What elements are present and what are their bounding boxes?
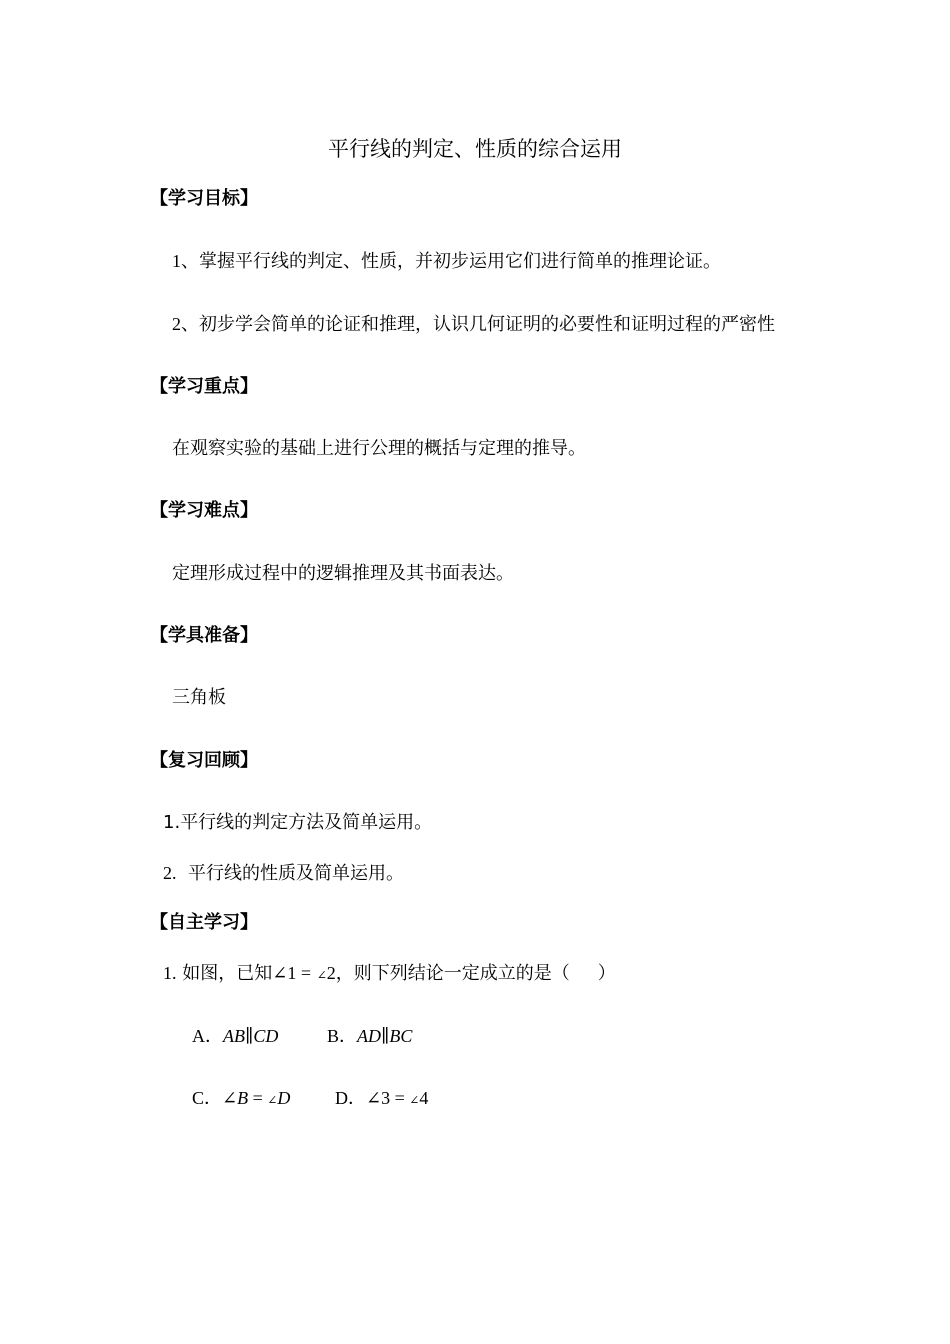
question-intro: 如图，已知 — [182, 963, 273, 984]
option-a — [192, 1027, 278, 1045]
option-d-eq: = — [390, 1088, 410, 1108]
question-1 — [163, 964, 616, 983]
key-points-text: 在观察实验的基础上进行公理的概括与定理的推导。 — [172, 438, 586, 459]
review-text-1: 平行线的判定方法及简单运用。 — [180, 812, 433, 833]
option-d-angle-1: ∠ — [366, 1088, 382, 1108]
question-expr-angle1: ∠1 = — [272, 963, 311, 983]
option-b-label: B． — [327, 1026, 358, 1046]
option-a-left: AB — [223, 1026, 245, 1046]
difficulties-text: 定理形成过程中的逻辑推理及其书面表达。 — [172, 563, 514, 584]
objective-item-2 — [172, 315, 775, 334]
objective-item-1 — [172, 252, 721, 271]
option-b — [327, 1027, 412, 1045]
option-a-label: A． — [192, 1026, 223, 1046]
option-d-label: D． — [335, 1088, 366, 1108]
review-item-2 — [163, 864, 404, 883]
objective-num-2: 2 — [172, 314, 181, 334]
objective-num-1: 1 — [172, 251, 181, 271]
objective-text-2: 、初步学会简单的论证和推理，认识几何证明的必要性和证明过程的严密性 — [181, 314, 775, 335]
review-num-2: 2. — [163, 863, 177, 883]
review-item-1 — [163, 814, 432, 832]
objective-text-1: 、掌握平行线的判定、性质，并初步运用它们进行简单的推理论证。 — [181, 251, 721, 272]
heading-tools: 【学具准备】 — [150, 625, 258, 646]
option-c-eq: = — [248, 1088, 268, 1108]
option-c-angle-2: ∠ — [267, 1093, 278, 1107]
option-b-left: AD — [357, 1026, 382, 1046]
question-expr-angle2: 2 — [326, 963, 336, 983]
option-c — [192, 1089, 290, 1107]
question-rest: ，则下列结论一定成立的是（ — [335, 963, 570, 984]
option-d-num-2: 4 — [419, 1088, 429, 1108]
heading-review: 【复习回顾】 — [150, 750, 258, 771]
heading-key-points: 【学习重点】 — [150, 376, 258, 397]
option-d-angle-2: ∠ — [409, 1093, 420, 1107]
option-d-num-1: 3 — [381, 1088, 391, 1108]
option-a-parallel: ∥ — [245, 1026, 254, 1046]
heading-self-study: 【自主学习】 — [150, 912, 258, 933]
option-c-angle-1: ∠ — [222, 1088, 238, 1108]
option-b-parallel: ∥ — [381, 1026, 390, 1046]
question-num: 1. — [163, 963, 177, 983]
tools-text: 三角板 — [172, 687, 226, 708]
review-num-1: 1. — [163, 812, 181, 833]
heading-objectives: 【学习目标】 — [150, 188, 258, 209]
option-c-label: C． — [192, 1088, 223, 1108]
question-angle-symbol: ∠ — [316, 968, 327, 982]
review-text-2: 平行线的性质及简单运用。 — [187, 863, 404, 884]
option-c-var-2: D — [277, 1088, 291, 1108]
question-close-paren: ） — [597, 963, 616, 984]
option-c-var-1: B — [237, 1088, 249, 1108]
heading-difficulties: 【学习难点】 — [150, 500, 258, 521]
option-b-right: BC — [389, 1026, 413, 1046]
option-d — [335, 1089, 428, 1107]
document-title: 平行线的判定、性质的综合运用 — [328, 137, 622, 161]
option-a-right: CD — [253, 1026, 279, 1046]
